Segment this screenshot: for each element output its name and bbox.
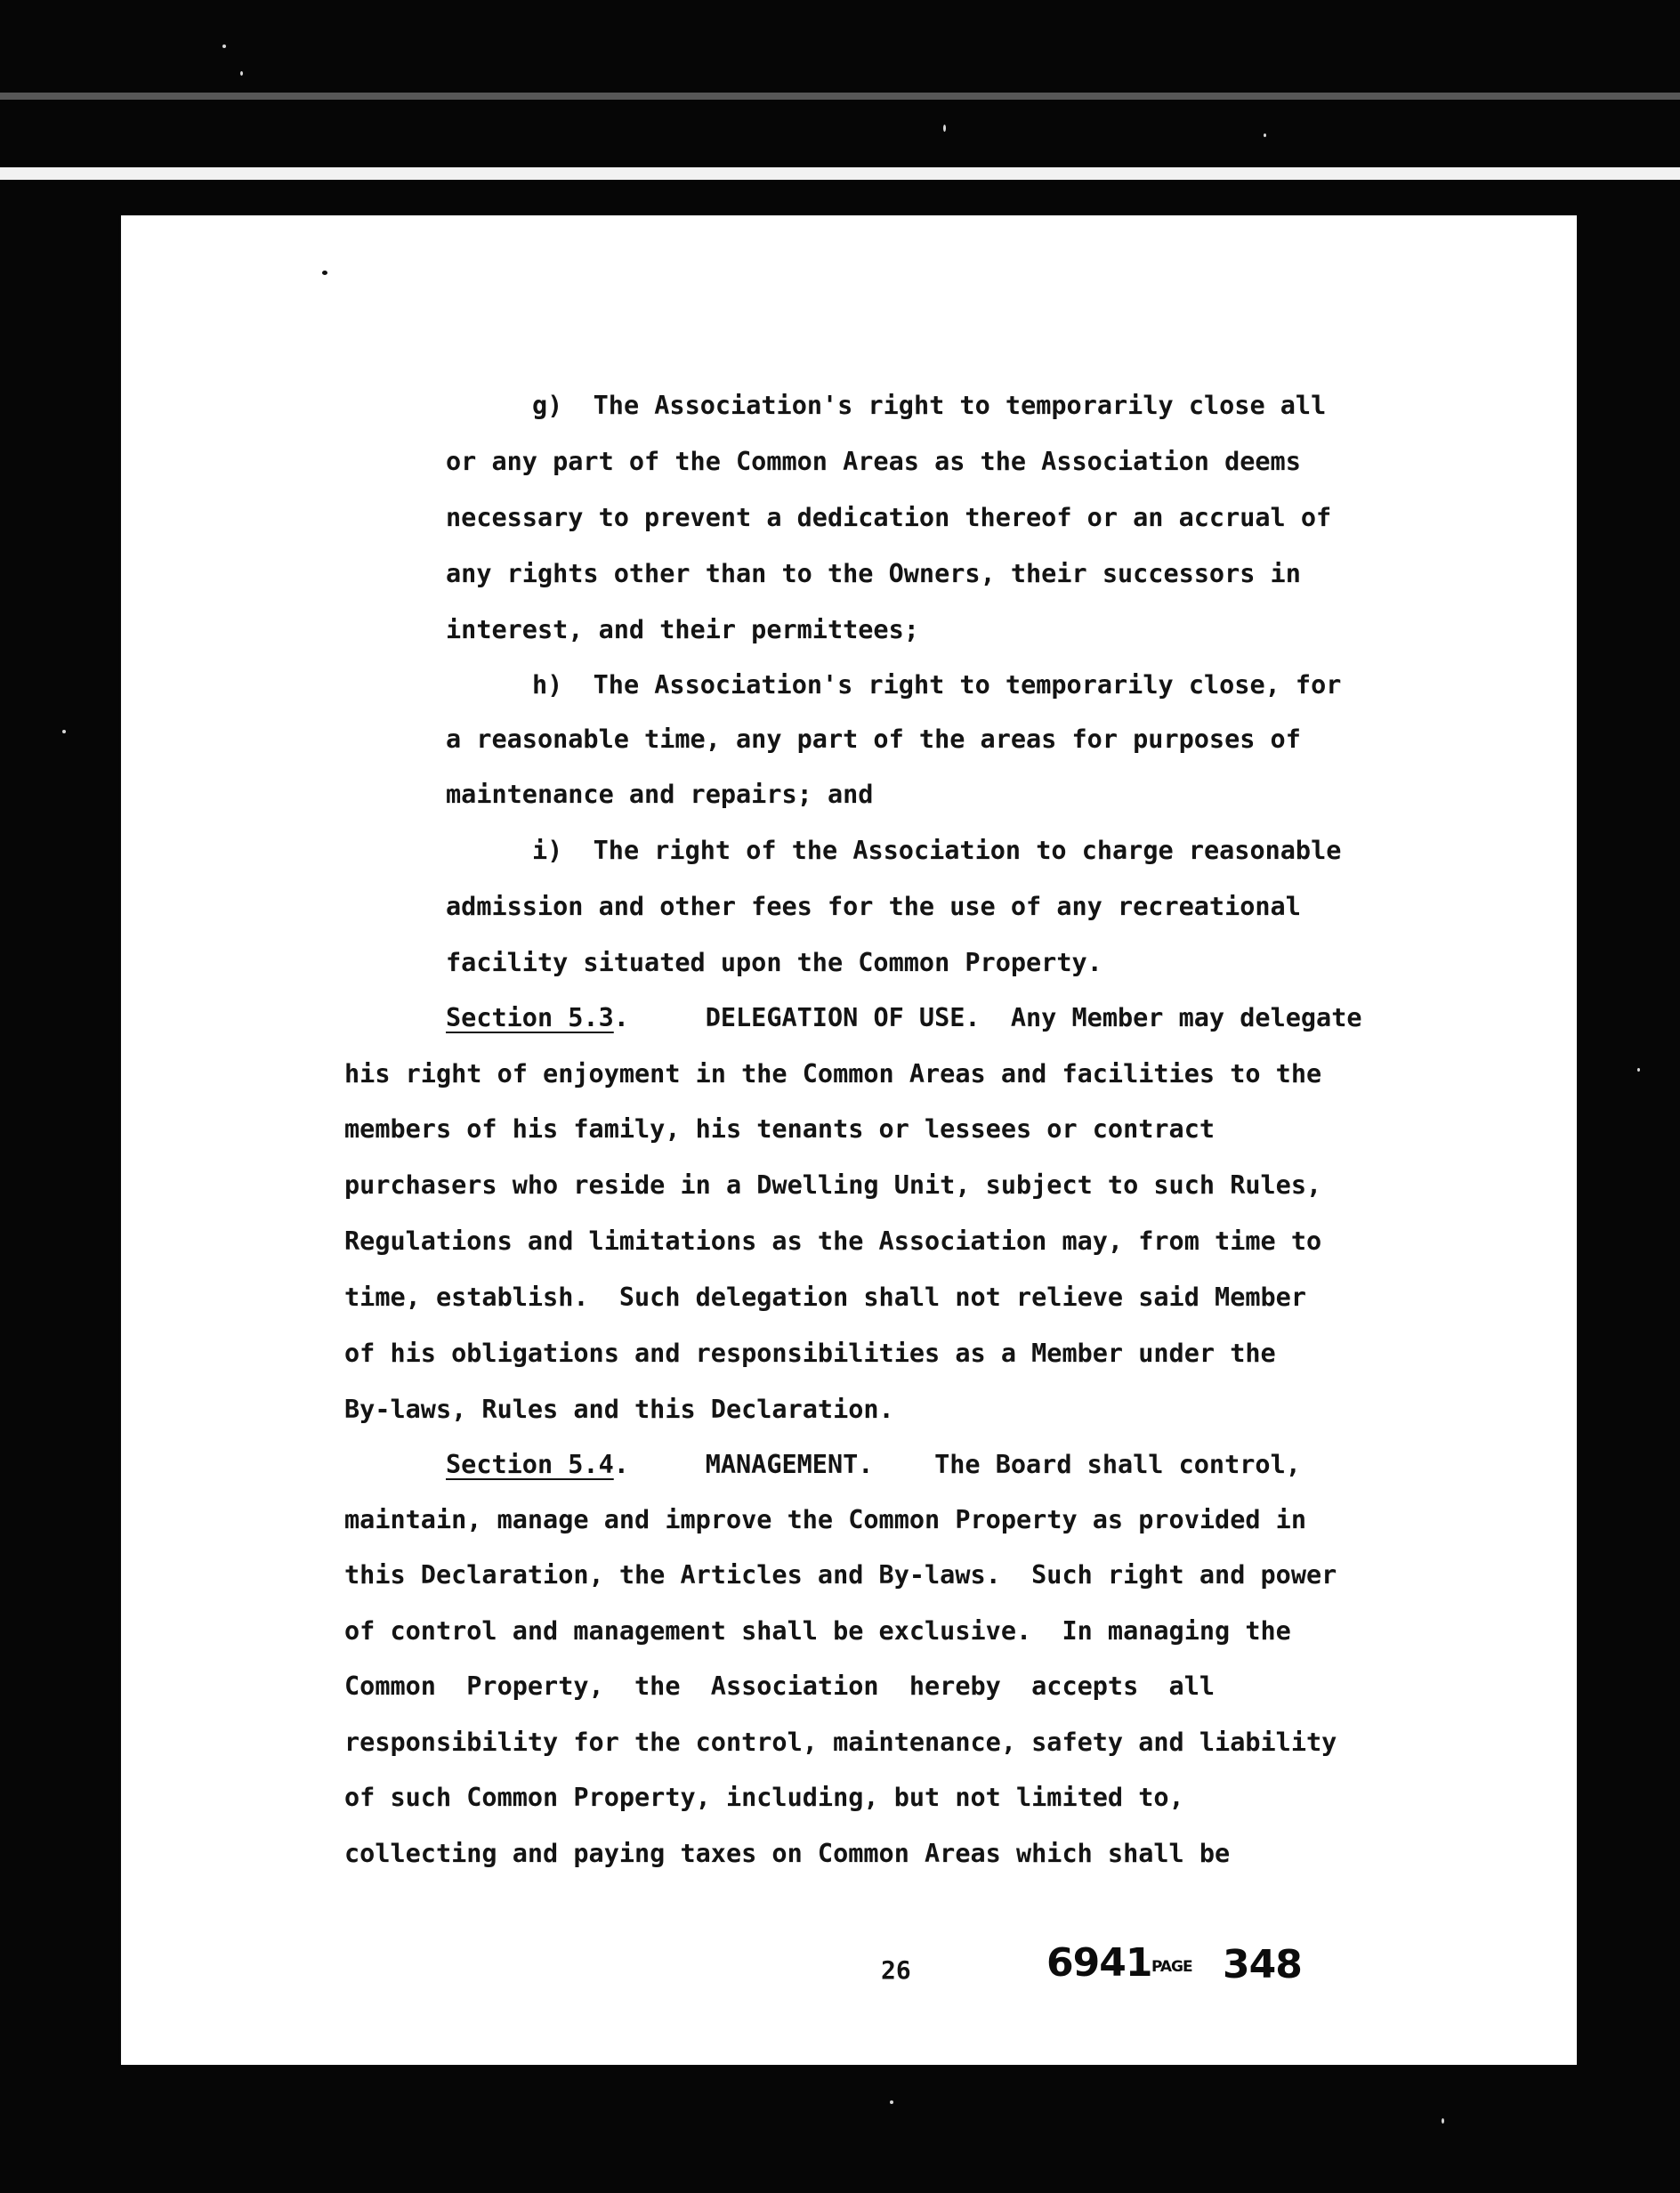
section-5-4-heading-line <box>446 1450 1301 1479</box>
section-5-3-title: . DELEGATION OF USE. Any Member may delegate <box>613 1003 1362 1032</box>
page-number: 26 <box>881 1955 911 1985</box>
scan-speck <box>1442 2118 1444 2124</box>
paragraph-g-line: interest, and their permittees; <box>446 615 919 644</box>
section-5-3-heading: Section 5.3 <box>446 1003 614 1032</box>
section-5-4-line: Common Property, the Association hereby accepts all <box>344 1671 1216 1701</box>
section-5-3-line: purchasers who reside in a Dwelling Unit, subject to such Rules, <box>344 1170 1322 1200</box>
paragraph-g-line: or any part of the Common Areas as the Association deems <box>446 447 1301 476</box>
section-5-3-line: his right of enjoyment in the Common Areas and facilities to the <box>344 1059 1322 1088</box>
section-5-3-line: members of his family, his tenants or lessees or contract <box>344 1114 1216 1144</box>
section-5-4-heading: Section 5.4 <box>446 1450 614 1479</box>
paragraph-g-line: necessary to prevent a dedication thereof or an accrual of <box>446 503 1332 532</box>
section-5-4-line: of control and management shall be exclusive. In managing the <box>344 1616 1291 1646</box>
scan-speck <box>890 2100 893 2104</box>
paragraph-g-line: g) The Association's right to temporarily close all <box>532 391 1327 420</box>
scan-speck <box>222 45 226 48</box>
document-page <box>121 215 1577 2065</box>
section-5-3-line: By-laws, Rules and this Declaration. <box>344 1395 894 1424</box>
paragraph-i-line: i) The right of the Association to charge reasonable <box>532 836 1342 865</box>
book-stamp: 6941 <box>1046 1940 1152 1986</box>
paragraph-i-line: admission and other fees for the use of any recreational <box>446 892 1301 921</box>
scan-border-band <box>0 167 1680 180</box>
section-5-4-title: . MANAGEMENT. The Board shall control, <box>613 1450 1301 1479</box>
scan-speck <box>240 71 243 76</box>
section-5-3-heading-line <box>446 1003 1362 1032</box>
scan-speck <box>1264 134 1266 137</box>
scan-border-line <box>0 93 1680 100</box>
section-5-4-line: this Declaration, the Articles and By-laws. Such right and power <box>344 1560 1337 1590</box>
section-5-4-line: maintain, manage and improve the Common Property as provided in <box>344 1505 1306 1534</box>
paragraph-h-line: maintenance and repairs; and <box>446 780 874 809</box>
section-5-3-line: Regulations and limitations as the Association may, from time to <box>344 1226 1322 1256</box>
section-5-4-line: responsibility for the control, maintenance, safety and liability <box>344 1728 1337 1757</box>
section-5-4-line: collecting and paying taxes on Common Areas which shall be <box>344 1839 1231 1868</box>
page-stamp: 348 <box>1223 1942 1302 1987</box>
section-5-4-line: of such Common Property, including, but not limited to, <box>344 1783 1184 1812</box>
scan-speck <box>62 730 66 733</box>
page-label-stamp: PAGE <box>1151 1958 1192 1976</box>
section-5-3-line: of his obligations and responsibilities as a Member under the <box>344 1339 1276 1368</box>
paragraph-g-line: any rights other than to the Owners, their successors in <box>446 559 1301 588</box>
page-speck <box>322 271 327 275</box>
paragraph-h-line: a reasonable time, any part of the areas for purposes of <box>446 724 1301 754</box>
scan-speck <box>1637 1068 1640 1072</box>
scan-speck <box>943 125 946 132</box>
paragraph-h-line: h) The Association's right to temporarily close, for <box>532 670 1342 700</box>
section-5-3-line: time, establish. Such delegation shall not relieve said Member <box>344 1283 1306 1312</box>
paragraph-i-line: facility situated upon the Common Property. <box>446 948 1102 977</box>
